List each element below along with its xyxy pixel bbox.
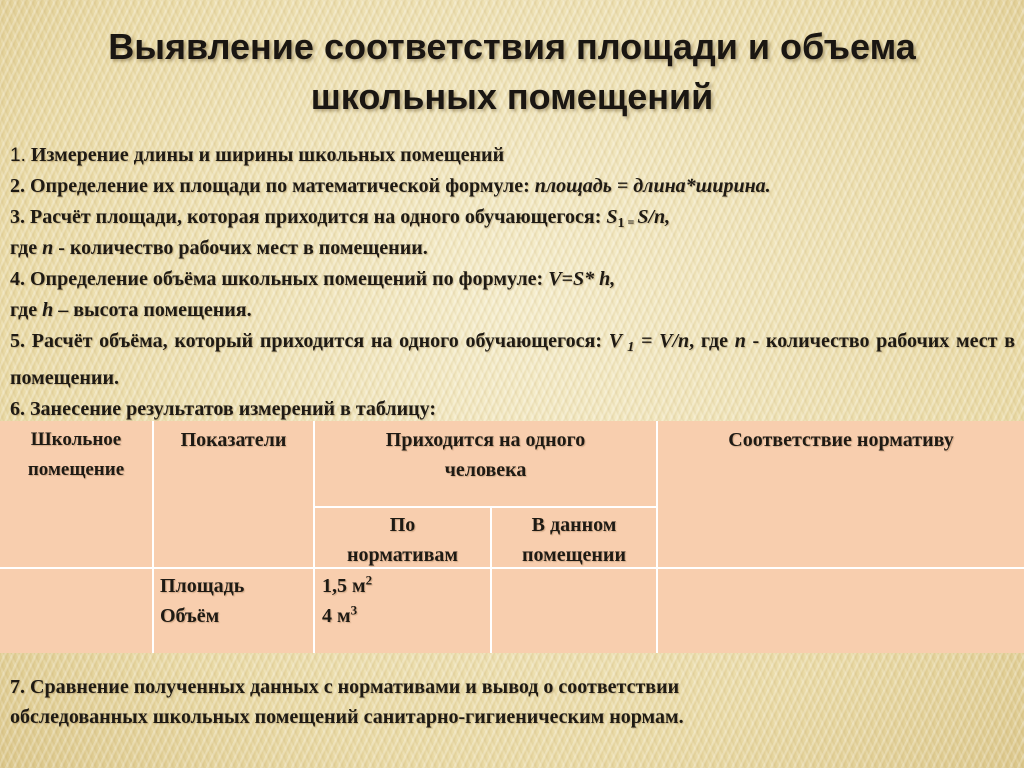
step-1-text: Измерение длины и ширины школьных помещений bbox=[25, 144, 505, 166]
step-3-where bbox=[10, 233, 1015, 264]
conclusion-line2: обследованных школьных помещений санитарно-гигиеническим нормам. bbox=[10, 706, 684, 728]
slide-title-line1: Выявление соответствия площади и объема bbox=[108, 26, 916, 67]
step-6: 6. Занесение результатов измерений в таблицу: bbox=[10, 398, 437, 420]
subheader-norm-line2: нормативам bbox=[346, 544, 459, 566]
step-3-formula-rest: S/n, bbox=[637, 206, 671, 228]
norm-volume-number: 4 м bbox=[322, 605, 351, 627]
header-per-person-line2: человека bbox=[444, 459, 527, 481]
step-3-formula-eq: = bbox=[624, 215, 638, 229]
slide-title-line2: школьных помещений bbox=[310, 76, 714, 117]
room-name-cell[interactable] bbox=[0, 571, 152, 651]
step-5 bbox=[10, 326, 1015, 394]
header-room-line1: Школьное bbox=[30, 429, 122, 450]
step-3-where-rest: - количество рабочих мест в помещении. bbox=[53, 237, 428, 259]
step-4-formula: V=S* h, bbox=[548, 268, 616, 290]
step-5-formula-v: V bbox=[608, 330, 623, 352]
subheader-cell-norm bbox=[315, 510, 490, 570]
subheader-norm-line1: По bbox=[389, 514, 416, 536]
table-divider bbox=[152, 421, 154, 653]
step-2-text: 2. Определение их площади по математической формуле: bbox=[10, 175, 535, 197]
norm-area-value bbox=[322, 571, 487, 601]
compliance-values-cell[interactable] bbox=[658, 571, 1024, 651]
indicator-cell bbox=[160, 571, 310, 631]
step-4-text: 4. Определение объёма школьных помещений по формуле: bbox=[10, 268, 549, 290]
header-room-line2: помещение bbox=[27, 459, 125, 480]
indicator-volume: Объём bbox=[160, 605, 220, 627]
norm-area-unit-power: 2 bbox=[365, 572, 373, 588]
conclusion-line1: 7. Сравнение полученных данных с нормативами и вывод о соответствии bbox=[10, 676, 680, 698]
step-4 bbox=[10, 264, 1015, 295]
step-3 bbox=[10, 202, 1015, 233]
norm-volume-value bbox=[322, 601, 487, 631]
step-5-formula-sub: 1 bbox=[622, 340, 635, 355]
step-1 bbox=[10, 140, 1015, 171]
step-4-where-prefix: где bbox=[10, 299, 43, 321]
norm-volume-unit-power: 3 bbox=[350, 602, 358, 618]
table-divider bbox=[313, 506, 658, 508]
step-5-formula-rest: = V/n bbox=[634, 330, 690, 352]
subheader-cell-room bbox=[492, 510, 656, 570]
subheader-room-line2: помещении bbox=[522, 544, 626, 566]
step-3-formula-sub: 1 bbox=[617, 216, 625, 231]
header-cell-room bbox=[0, 425, 152, 485]
header-cell-indicators: Показатели bbox=[180, 429, 287, 451]
step-4-where-rest: – высота помещения. bbox=[53, 299, 252, 321]
conclusion-step bbox=[10, 672, 1015, 732]
results-table bbox=[0, 421, 1024, 653]
step-1-number: 1. bbox=[10, 145, 26, 166]
step-3-text: 3. Расчёт площади, которая приходится на одного обучающегося: bbox=[10, 206, 607, 228]
subheader-room-line1: В данном bbox=[531, 514, 617, 536]
steps-list bbox=[10, 140, 1015, 425]
step-5-where-rest: - количество рабочих мест в помещении. bbox=[10, 330, 1016, 389]
step-3-formula-s: S bbox=[606, 206, 618, 228]
step-5-where-var: n bbox=[734, 330, 746, 352]
header-per-person-line1: Приходится на одного bbox=[385, 429, 586, 451]
norm-area-number: 1,5 м bbox=[322, 575, 366, 597]
step-4-where-var: h bbox=[42, 299, 54, 321]
step-2-formula: площадь = длина*ширина. bbox=[534, 175, 771, 197]
norm-values-cell bbox=[322, 571, 487, 631]
step-3-where-var: n bbox=[42, 237, 54, 259]
step-3-where-prefix: где bbox=[10, 237, 43, 259]
step-5-text: 5. Расчёт объёма, который приходится на одного обучающегося: bbox=[10, 330, 609, 352]
room-values-cell[interactable] bbox=[492, 571, 656, 651]
step-2 bbox=[10, 171, 1015, 202]
header-cell-per-person bbox=[315, 425, 656, 485]
step-5-where-prefix: , где bbox=[689, 330, 735, 352]
header-cell-compliance: Соответствие нормативу bbox=[728, 429, 954, 451]
indicator-area: Площадь bbox=[160, 575, 245, 597]
slide-title bbox=[0, 22, 1024, 122]
step-4-where bbox=[10, 295, 1015, 326]
